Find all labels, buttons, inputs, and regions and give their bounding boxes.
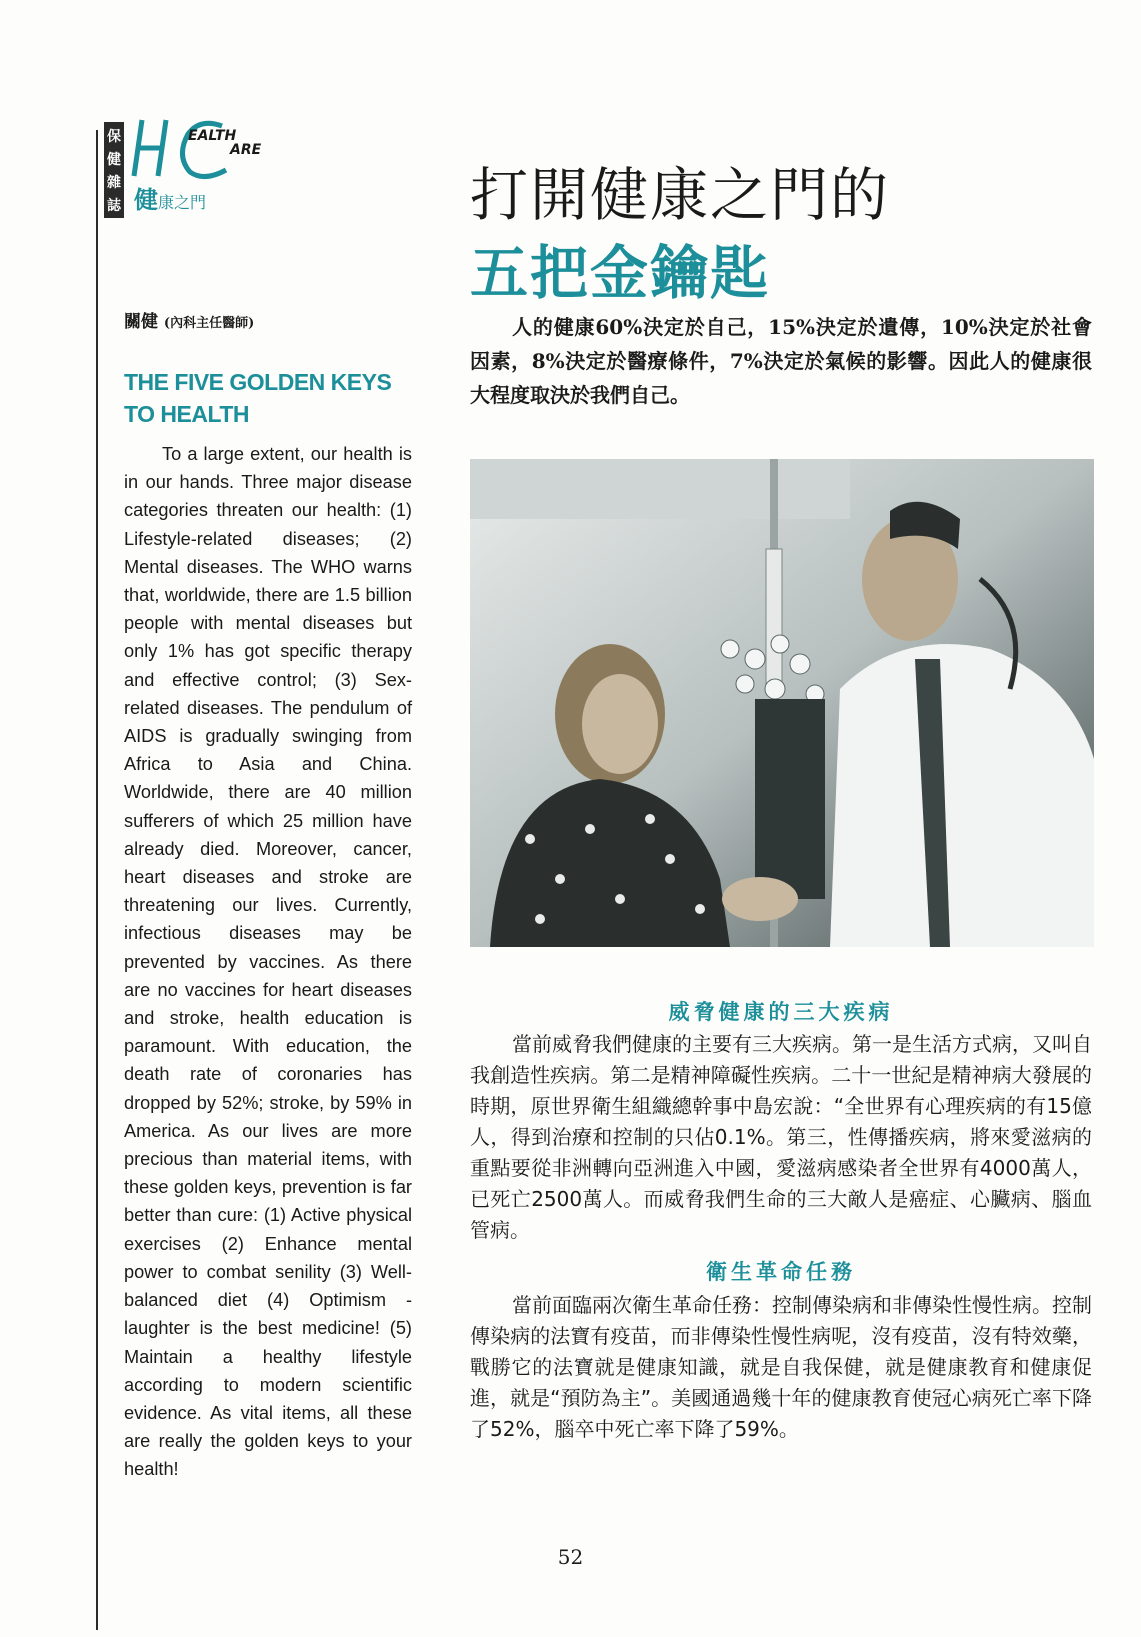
logo-vchar: 保 xyxy=(107,128,121,145)
page-title-line2: 五把金鑰匙 xyxy=(470,239,771,307)
page-number: 52 xyxy=(557,1545,584,1569)
doctor-patient-photo xyxy=(470,459,1094,947)
logo-vchar: 雜 xyxy=(107,174,121,191)
logo-chinese-main: 健 xyxy=(134,186,158,214)
section-title-threats: 威脅健康的三大疾病 xyxy=(668,999,894,1024)
english-heading: THE FIVE GOLDEN KEYS TO HEALTH xyxy=(124,369,392,427)
magazine-vertical-label xyxy=(104,122,124,218)
page-title-line1: 打開健康之門的 xyxy=(470,161,891,229)
author-name: 關健 xyxy=(124,312,158,332)
logo-chinese-small: 康之門 xyxy=(158,193,207,212)
margin-rule xyxy=(96,130,98,1630)
logo-are-text: ARE xyxy=(230,142,262,158)
healthcare-logo xyxy=(130,108,290,188)
author-credit xyxy=(124,307,254,332)
english-body: To a large extent, our health is in our hands. Three major disease categories threaten our health: (1) Lifestyle-related diseases; (2) Mental diseases. The WHO warns that, worldwide, there are 1.5 billion people with mental diseases but only 1% has got specific therapy and effective control; (3) Sex-related diseases. The pendulum of AIDS is gradually swinging from Africa to Asia and China. Worldwide, there are 40 million sufferers of which 25 million have already died. Moreover, cancer, heart diseases and stroke are threatening our lives. Currently, infectious diseases may be prevented by vaccines. As there are no vaccines for heart diseases and stroke, health education is paramount. With education, the death rate of coronaries has dropped by 52%; stroke, by 59% in America. As our lives are more precious than material items, with these golden keys, prevention is far better than cure: (1) Active physical exercises (2) Enhance mental power to combat senility (3) Well-balanced diet (4) Optimism - laughter is the best medicine! (5) Maintain a healthy lifestyle according to modern scientific evidence. As vital items, all these are really the golden keys to your health! xyxy=(124,444,412,1480)
logo-ealth-text: EALTH xyxy=(188,128,237,144)
section-title-revolution: 衛生革命任務 xyxy=(706,1259,856,1284)
logo-vchar: 誌 xyxy=(107,197,121,214)
logo-vchar: 健 xyxy=(107,151,121,168)
section-body-revolution: 當前面臨兩次衛生革命任務：控制傳染病和非傳染性慢性病。控制傳染病的法寶有疫苗，而非傳染性慢性病呢，沒有疫苗，沒有特效藥，戰勝它的法寶就是健康知識，就是自我保健，就是健康教育和健康促進，就是“預防為主”。美國通過幾十年的健康教育使冠心病死亡率下降了52%，腦卒中死亡率下降了59%。 xyxy=(470,1293,1092,1441)
section-body-threats: 當前威脅我們健康的主要有三大疾病。第一是生活方式病，又叫自我創造性疾病。第二是精神障礙性疾病。二十一世紀是精神病大發展的時期，原世界衛生組織總幹事中島宏說：“全世界有心理疾病的有15億人，得到治療和控制的只佔0.1%。第三，性傳播疾病，將來愛滋病的重點要從非洲轉向亞洲進入中國，愛滋病感染者全世界有4000萬人，已死亡2500萬人。而威脅我們生命的三大敵人是癌症、心臟病、腦血管病。 xyxy=(470,1032,1092,1242)
intro-paragraph: 人的健康60%決定於自己，15%決定於遺傳，10%決定於社會因素，8%決定於醫療條件，7%決定於氣候的影響。因此人的健康很大程度取決於我們自己。 xyxy=(470,315,1092,407)
author-role: (內科主任醫師) xyxy=(163,316,255,331)
logo-chinese-name xyxy=(134,180,206,215)
